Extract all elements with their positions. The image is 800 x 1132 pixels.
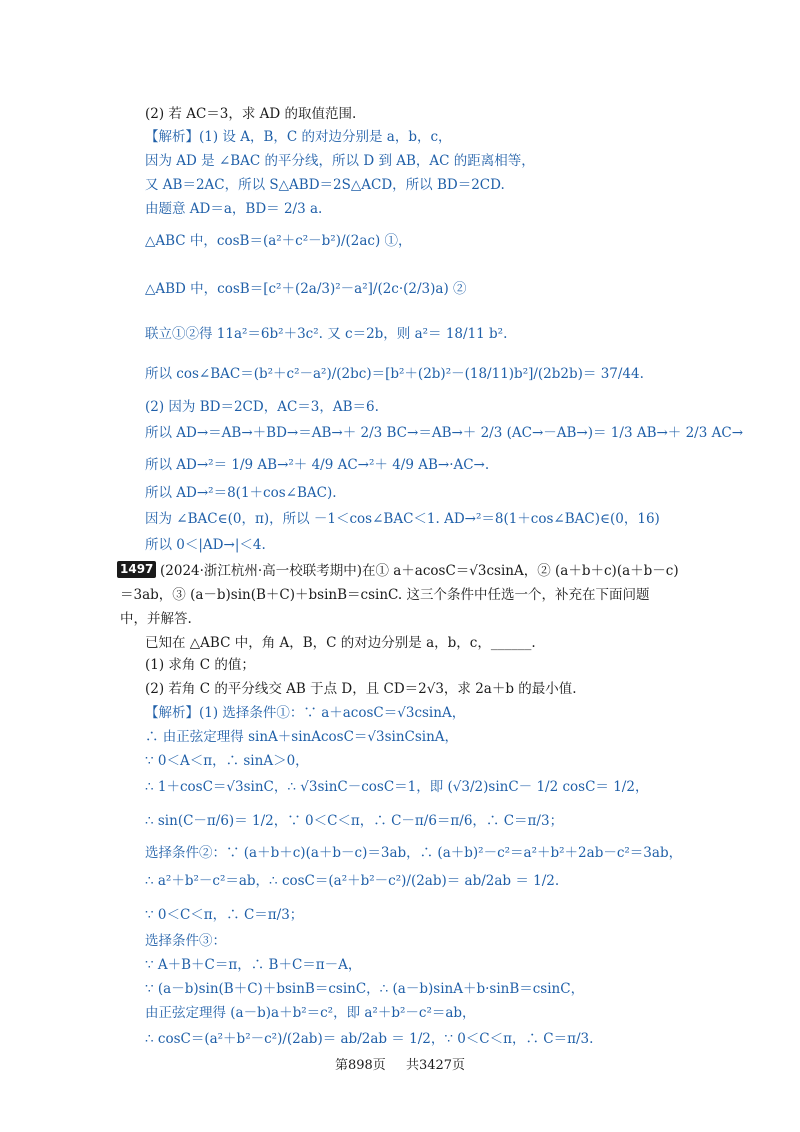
text-line: ∴ cosC＝(a²＋b²－c²)/(2ab)＝ ab/2ab ＝ 1/2，∵ 0＜C＜π，∴ C＝π/3.: [145, 1031, 594, 1047]
page-total: 共3427页: [405, 1058, 466, 1073]
text-line: 所以 0＜|AD→|＜4.: [145, 537, 266, 553]
page-footer: [0, 1054, 800, 1073]
text-line: △ABC 中，cosB＝(a²＋c²－b²)/(2ac) ①，: [145, 233, 412, 249]
text-line: ∴ sin(C－π/6)＝ 1/2，∵ 0＜C＜π，∴ C－π/6＝π/6，∴ C＝π/3；: [145, 813, 564, 829]
text-line: △ABD 中，cosB＝[c²＋(2a/3)²－a²]/(2c·(2/3)a) ②: [145, 281, 467, 297]
text-line: (2024·浙江杭州·高一校联考期中)在① a＋acosC＝√3csinA，② (a＋b＋c)(a＋b－c): [160, 563, 679, 579]
text-line: 又 AB＝2AC，所以 S△ABD＝2S△ACD，所以 BD＝2CD.: [145, 177, 505, 193]
text-line: ∴ 由正弦定理得 sinA＋sinAcosC＝√3sinCsinA，: [145, 729, 459, 745]
text-line: 选择条件②：∵ (a＋b＋c)(a＋b－c)＝3ab，∴ (a＋b)²－c²＝a²＋b²＋2ab－c²＝3ab，: [145, 845, 683, 861]
text-line: (1) 求角 C 的值；: [145, 657, 255, 673]
text-line: ∵ 0＜A＜π，∴ sinA＞0，: [145, 753, 309, 769]
text-line: 已知在 △ABC 中，角 A，B，C 的对边分别是 a，b，c，______.: [145, 635, 536, 651]
text-line: 所以 AD→²＝8(1＋cos∠BAC).: [145, 485, 337, 501]
text-line: ∴ a²＋b²－c²＝ab，∴ cosC＝(a²＋b²－c²)/(2ab)＝ ab/2ab ＝ 1/2.: [145, 873, 560, 889]
text-line: ∵ A＋B＋C＝π，∴ B＋C＝π－A，: [145, 957, 362, 973]
text-line: 中，并解答.: [120, 611, 192, 627]
text-line: 因为 AD 是 ∠BAC 的平分线，所以 D 到 AB，AC 的距离相等，: [145, 153, 535, 169]
text-line: (2) 若 AC＝3，求 AD 的取值范围.: [145, 106, 357, 122]
text-line: 所以 cos∠BAC＝(b²＋c²－a²)/(2bc)＝[b²＋(2b)²－(18/11)b²]/(2b2b)＝ 37/44.: [145, 366, 644, 382]
text-line: 因为 ∠BAC∈(0，π)，所以 －1＜cos∠BAC＜1. AD→²＝8(1＋cos∠BAC)∈(0，16): [145, 511, 660, 527]
problem-number-badge: 1497: [117, 561, 156, 578]
text-line: (2) 若角 C 的平分线交 AB 于点 D，且 CD＝2√3，求 2a＋b 的最小值.: [145, 681, 577, 697]
text-line: 联立①②得 11a²＝6b²＋3c². 又 c＝2b，则 a²＝ 18/11 b².: [145, 326, 508, 342]
text-line: ∵ 0＜C＜π，∴ C＝π/3；: [145, 907, 304, 923]
text-line: 选择条件③：: [145, 933, 226, 949]
text-line: ∵ (a－b)sin(B＋C)＋bsinB＝csinC，∴ (a－b)sinA＋b·sinB＝csinC，: [145, 981, 585, 997]
text-line: 由正弦定理得 (a－b)a＋b²＝c²，即 a²＋b²－c²＝ab，: [145, 1005, 476, 1021]
text-line: 所以 AD→²＝ 1/9 AB→²＋ 4/9 AC→²＋ 4/9 AB→·AC→.: [145, 457, 490, 473]
text-line: 由题意 AD＝a，BD＝ 2/3 a.: [145, 201, 323, 217]
text-line: 【解析】(1) 设 A，B，C 的对边分别是 a，b，c，: [145, 129, 452, 145]
text-line: ∴ 1＋cosC＝√3sinC，∴ √3sinC－cosC＝1，即 (√3/2)sinC－ 1/2 cosC＝ 1/2，: [145, 779, 649, 795]
text-line: (2) 因为 BD＝2CD，AC＝3，AB＝6.: [145, 399, 379, 415]
text-line: ＝3ab，③ (a－b)sin(B＋C)＋bsinB＝csinC. 这三个条件中任选一个，补充在下面问题: [120, 587, 650, 603]
page-number: 第898页: [334, 1058, 386, 1073]
text-line: 所以 AD→＝AB→＋BD→＝AB→＋ 2/3 BC→＝AB→＋ 2/3 (AC→－AB→)＝ 1/3 AB→＋ 2/3 AC→: [145, 425, 744, 441]
text-line: 【解析】(1) 选择条件①：∵ a＋acosC＝√3csinA，: [145, 705, 466, 721]
